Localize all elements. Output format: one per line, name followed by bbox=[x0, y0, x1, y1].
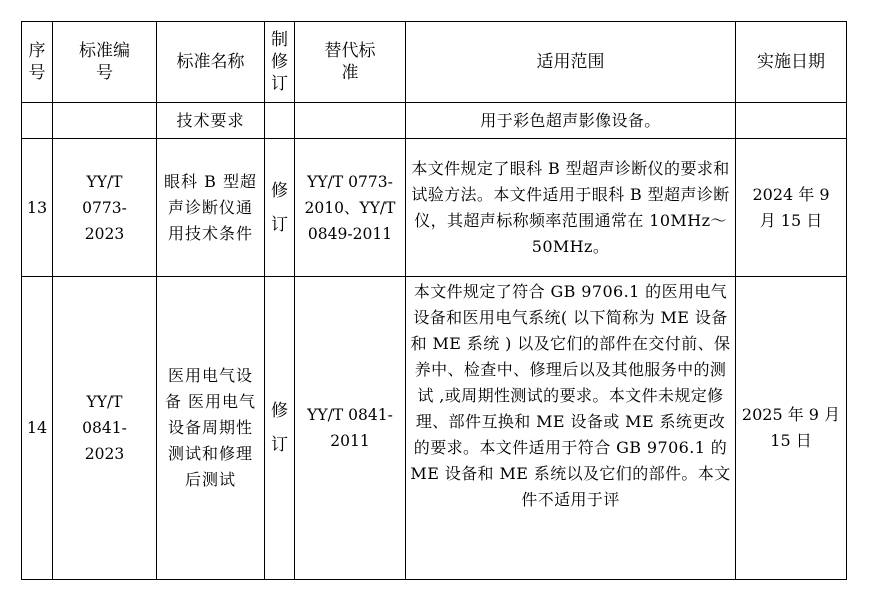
cell-date: 2025 年 9 月 15 日 bbox=[736, 277, 847, 580]
header-type: 制修订 bbox=[265, 22, 295, 103]
header-replace: 替代标准 bbox=[295, 22, 406, 103]
table-row bbox=[22, 277, 847, 580]
cell-replace: YY/T 0773-2010、YY/T 0849-2011 bbox=[295, 139, 406, 277]
cell-replace bbox=[295, 103, 406, 139]
table-header-row bbox=[22, 22, 847, 103]
cell-name: 医用电气设备 医用电气设备周期性测试和修理后测试 bbox=[157, 277, 265, 580]
cell-no: 13 bbox=[22, 139, 53, 277]
standards-table bbox=[21, 21, 847, 580]
cell-scope: 本文件规定了符合 GB 9706.1 的医用电气设备和医用电气系统( 以下简称为 ME 设备和 ME 系统 ) 以及它们的部件在交付前、保养中、检查中、修理后以及其他服务中的测试 ,或周期性测试的要求。本文件未规定修理、部件互换和 ME 设备或 ME 系统更改的要求。本文件适用于符合 GB 9706.1 的 ME 设备和 ME 系统以及它们的部件。本文件不适用于评 bbox=[406, 277, 736, 580]
cell-name: 技术要求 bbox=[157, 103, 265, 139]
cell-code: YY/T 0841-2023 bbox=[53, 277, 157, 580]
header-date: 实施日期 bbox=[736, 22, 847, 103]
cell-replace: YY/T 0841-2011 bbox=[295, 277, 406, 580]
cell-code bbox=[53, 103, 157, 139]
cell-type: 修订 bbox=[265, 277, 295, 580]
header-name: 标准名称 bbox=[157, 22, 265, 103]
table-row bbox=[22, 139, 847, 277]
cell-date: 2024 年 9 月 15 日 bbox=[736, 139, 847, 277]
cell-code: YY/T 0773-2023 bbox=[53, 139, 157, 277]
cell-no bbox=[22, 103, 53, 139]
header-scope: 适用范围 bbox=[406, 22, 736, 103]
cell-date bbox=[736, 103, 847, 139]
header-code: 标准编号 bbox=[53, 22, 157, 103]
cell-type bbox=[265, 103, 295, 139]
header-no: 序号 bbox=[22, 22, 53, 103]
cell-no: 14 bbox=[22, 277, 53, 580]
table-row bbox=[22, 103, 847, 139]
cell-scope: 用于彩色超声影像设备。 bbox=[406, 103, 736, 139]
cell-name: 眼科 B 型超声诊断仪通用技术条件 bbox=[157, 139, 265, 277]
cell-scope: 本文件规定了眼科 B 型超声诊断仪的要求和试验方法。本文件适用于眼科 B 型超声诊断仪，其超声标称频率范围通常在 10MHz～50MHz。 bbox=[406, 139, 736, 277]
cell-type: 修订 bbox=[265, 139, 295, 277]
